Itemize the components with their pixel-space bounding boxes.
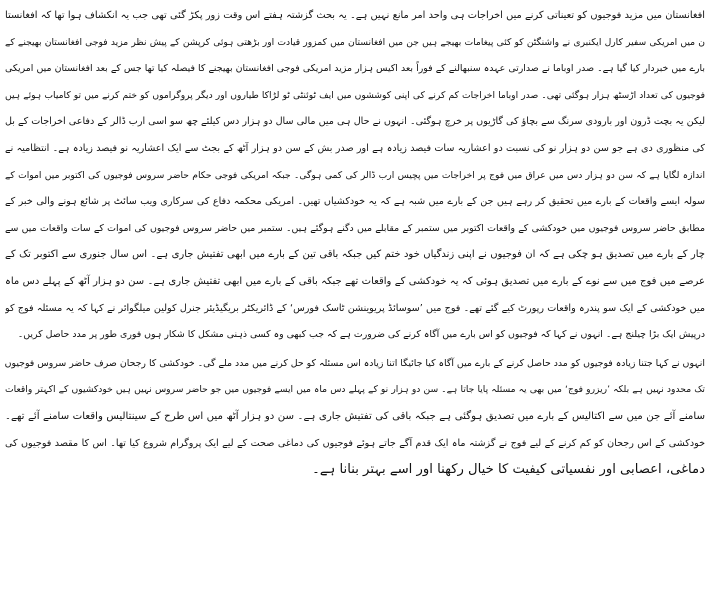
- text-line: عرصے میں فوج میں سے نوے کے بارے میں تصدیق ہوئی کہ یہ خودکشی کے واقعات تھے جبکہ باقی کے بارے میں ابھی تفتیش جاری ہے۔ سن دو ہزار آٹھ کے پہلے دس ماہ: [5, 275, 705, 287]
- text-line: تک محدود نہیں ہے بلکہ ’ریزرو فوج‘ میں بھی یہ مسئلہ پایا جاتا ہے۔ سن دو ہزار نو کے پہلے دس ماہ میں ایسے فوجیوں میں جو حاضر سروس نہیں ہیں خودکشیوں کے اکہتر واقعات: [5, 384, 705, 396]
- text-line: میں خودکشی کے ایک سو پندرہ واقعات رپورٹ کیے گئے تھے۔ فوج میں ’سوسائڈ پریوینشن ٹاسک فورس‘ کے ڈائریکٹر بریگیڈیئر جنرل کولین میلگوائر نے کہا کہ یہ مسئلہ فوج کو: [5, 302, 705, 314]
- text-line: ن میں امریکی سفیر کارل ایکنبری نے واشنگٹن کو کئی پیغامات بھیجے ہیں جن میں افغانستان میں کمزور قیادت اور بڑھتی ہوئی کرپشن کے پیش نظر مزید فوجی افغانستان بھیجنے کے: [5, 36, 705, 48]
- text-line: درپیش ایک بڑا چیلنج ہے۔ انہوں نے کہا کہ فوجیوں کو اس بارے میں آگاہ کرنے کی ضرورت ہے کہ جب کبھی وہ کسی ذہنی مشکل کا شکار ہوں فوری طور پر مدد حاصل کریں۔: [17, 329, 705, 341]
- text-line: لیکن یہ بچت ڈرون اور بارودی سرنگ سے بچاؤ کی گاڑیوں پر خرچ ہوگئی۔ انہوں نے حال ہی میں مالی سال دو ہزار دس کیلئے چھ سو اسی ارب ڈالر کے دفاعی اخراجات کے بل: [5, 116, 705, 128]
- article-paragraph-1: [5, 3, 705, 349]
- text-line: سامنے آئے جن میں سے اکتالیس کے بارے میں تصدیق ہوگئی ہے جبکہ باقی کی تفتیش جاری ہے۔ سن دو ہزار آٹھ میں اس طرح کے سینتالیس واقعات سامنے آئے تھے۔: [5, 410, 705, 422]
- text-line: افغانستان میں مزید فوجیوں کو تعیناتی کرنے میں اخراجات ہی واحد امر مانع نہیں ہے۔ یہ بحث گزشتہ ہفتے اس وقت زور پکڑ گئی تھی جب یہ انکشاف ہوا تھا کہ افغانستا: [5, 10, 705, 21]
- text-line: بارے میں خبردار کیا گیا ہے۔ صدر اوباما نے صدارتی عہدہ سنبھالنے کے فوراً بعد اکیس ہزار مزید امریکی فوجی افغانستان بھیجنے کا فیصلہ کیا تھا جس کے بعد افغانستان میں امریکی: [5, 63, 705, 75]
- text-line: چار کے بارے میں تصدیق ہو چکی ہے کہ ان فوجیوں نے اپنی زندگیاں خود ختم کیں جبکہ باقی تین کے بارے میں ابھی تفتیش جاری ہے۔ اس سال جنوری سے اکتوبر تک کے: [5, 249, 705, 261]
- text-line: اندازہ لگایا ہے کہ سن دو ہزار دس میں عراق میں فوج پر اخراجات میں پچیس ارب ڈالر کی کمی ہوگی۔ جبکہ امریکی فوجی حکام حاضر سروس فوجیوں کی اکتوبر میں اموات کے: [5, 169, 705, 181]
- text-line: خودکشی کے اس رجحان کو کم کرنے کے لیے فوج نے گزشتہ ماہ ایک قدم آگے جاتے ہوئے فوجیوں کی دماغی صحت کے لیے ایک پروگرام شروع کیا تھا۔ اس کا مقصد فوجیوں کی: [5, 437, 705, 449]
- text-line: کی منظوری دی ہے جو سن دو ہزار نو کی نسبت دو اعشاریہ سات فیصد زیادہ ہے اور صدر بش کے سن دو ہزار آٹھ کے بجٹ سے ایک اعشاریہ نو فیصد زیادہ ہے۔ انتظامیہ نے: [5, 142, 705, 154]
- article-paragraph-2: [5, 351, 705, 484]
- text-line: سولہ ایسے واقعات کے بارے میں تحقیق کر رہے ہیں جن کے بارے میں شبہ ہے کہ یہ خودکشیاں تھیں۔ امریکی محکمہ دفاع کی سرکاری ویب سائٹ پر شائع ہونے والی خبر کے: [5, 196, 705, 208]
- text-line: فوجیوں کی تعداد اڑسٹھ ہزار ہوگئی تھی۔ صدر اوباما اخراجات کم کرنے کی اپنی کوششوں میں ایف ٹوئنٹی ٹو لڑاکا طیاروں اور دیگر پروگراموں کو ختم کرنے میں تو کامیاب ہوئے ہیں: [5, 89, 705, 101]
- text-line: مطابق حاضر سروس فوجیوں میں خودکشی کے واقعات اکتوبر میں ستمبر کے مقابلے میں دگنے ہوگئے ہیں۔ ستمبر میں حاضر سروس فوجیوں کی اموات کے سات واقعات میں سے: [5, 222, 705, 234]
- text-line: انہوں نے کہا جتنا زیادہ فوجیوں کو مدد حاصل کرنے کے بارے میں آگاہ کیا جائیگا اتنا زیادہ اس مسئلہ کو حل کرنے میں مدد ملے گی۔ خودکشی کا رجحان صرف حاضر سروس فوجیوں: [5, 357, 705, 369]
- text-line: دماغی، اعصابی اور نفسیاتی کیفیت کا خیال رکھنا اور اسے بہتر بنانا ہے۔: [312, 462, 705, 478]
